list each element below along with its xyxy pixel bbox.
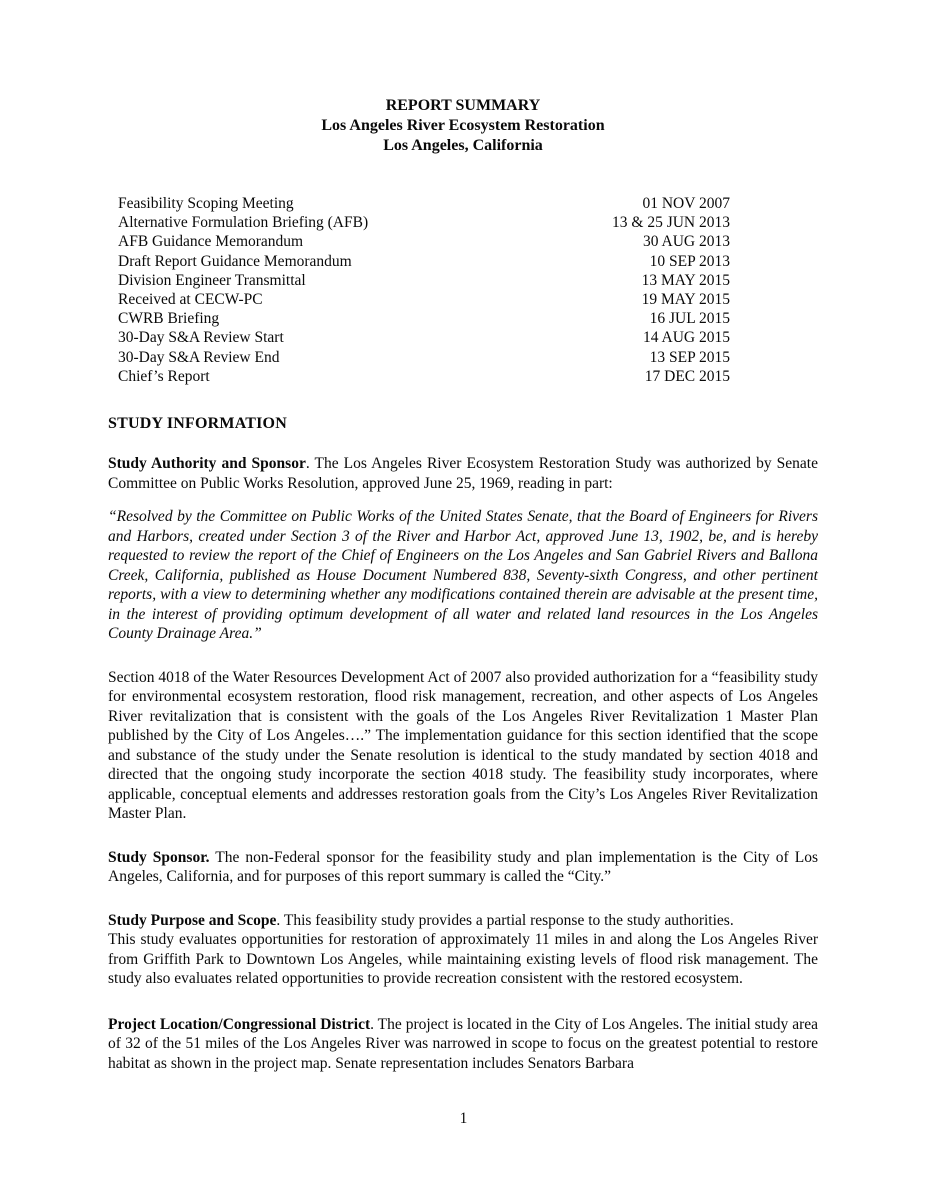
milestone-label: 30-Day S&A Review Start [118, 329, 284, 347]
paragraph-text: . The Los Angeles River Ecosystem Restoration Study was authorized by Senate Committee on Public Works Resolution, approved June 25, 1969, reading in part: [108, 455, 818, 492]
milestone-date: 16 JUL 2015 [649, 310, 730, 328]
paragraph-lead: Study Purpose and Scope [108, 911, 277, 929]
milestone-label: Division Engineer Transmittal [118, 271, 306, 289]
paragraph-lead: Study Authority and Sponsor [108, 455, 306, 473]
milestone-date: 10 SEP 2013 [649, 252, 730, 270]
table-row [118, 194, 730, 213]
paragraph-study-authority [108, 454, 818, 493]
report-location-line: Los Angeles, California [383, 137, 543, 154]
paragraph-project-location [108, 1015, 818, 1074]
table-row [118, 348, 730, 367]
milestone-label: Draft Report Guidance Memorandum [118, 252, 352, 270]
milestone-label: Alternative Formulation Briefing (AFB) [118, 214, 369, 232]
milestone-label: AFB Guidance Memorandum [118, 233, 304, 251]
milestone-date: 19 MAY 2015 [641, 291, 730, 309]
milestone-date: 30 AUG 2013 [643, 233, 730, 251]
milestone-date: 13 & 25 JUN 2013 [612, 214, 730, 232]
table-row [118, 290, 730, 309]
table-row [118, 232, 730, 251]
paragraph-lead: Project Location/Congressional District [108, 1015, 371, 1033]
table-row [118, 213, 730, 232]
milestone-date: 13 MAY 2015 [641, 271, 730, 289]
milestone-date: 17 DEC 2015 [644, 367, 730, 385]
milestone-label: 30-Day S&A Review End [118, 348, 280, 366]
document-header [108, 96, 818, 156]
paragraph-text: The non-Federal sponsor for the feasibility study and plan implementation is the City of Los Angeles, California, and for purposes of this report summary is called the “City.” [108, 848, 818, 886]
paragraph-text: . This feasibility study provides a partial response to the study authorities. [276, 911, 734, 929]
paragraph-lead: Study Sponsor. [108, 848, 210, 866]
paragraph-section-4018: Section 4018 of the Water Resources Development Act of 2007 also provided authorization for a “feasibility study for environmental ecosystem restoration, flood risk management, recreation, and other aspects of Los Angeles River revitalization that is consistent with the goals of the Los Angeles River Revitalization 1 Master Plan published by the City of Los Angeles….” The implementation guidance for this section identified that the scope and substance of the study under the Senate resolution is identical to the study mandated by section 4018 and directed that the ongoing study incorporate the section 4018 study. The feasibility study incorporates, where applicable, conceptual elements and addresses restoration goals from the City’s Los Angeles River Revitalization Master Plan. [108, 668, 818, 823]
page-footer [0, 1110, 927, 1128]
milestone-date: 14 AUG 2015 [643, 329, 730, 347]
milestone-table [118, 194, 730, 386]
section-heading-study-information: STUDY INFORMATION [108, 415, 287, 433]
milestone-date: 13 SEP 2015 [649, 348, 730, 366]
table-row [118, 252, 730, 271]
table-row [118, 328, 730, 347]
table-row [118, 271, 730, 290]
report-subtitle: Los Angeles River Ecosystem Restoration [321, 117, 605, 134]
paragraph-text: . The project is located in the City of Los Angeles. The initial study area of 32 of the 51 miles of the Los Angeles River was narrowed in scope to focus on the greatest potential to restore habitat as shown in the project map. Senate representation includes Senators Barbara [108, 1015, 818, 1072]
table-row [118, 309, 730, 328]
milestone-label: Chief’s Report [118, 367, 210, 385]
paragraph-study-purpose-scope [108, 911, 818, 989]
paragraph-text: This study evaluates opportunities for restoration of approximately 11 miles in and along the Los Angeles River from Griffith Park to Downtown Los Angeles, while maintaining existing levels of flood risk management. The study also evaluates related opportunities to provide recreation consistent with the restored ecosystem. [108, 931, 818, 988]
page-number: 1 [459, 1110, 468, 1127]
milestone-date: 01 NOV 2007 [642, 195, 730, 212]
table-row [118, 367, 730, 386]
paragraph-resolution-quote: “Resolved by the Committee on Public Works of the United States Senate, that the Board of Engineers for Rivers and Harbors, created under Section 3 of the River and Harbor Act, approved June 13, 1902, be, and is hereby requested to review the report of the Chief of Engineers on the Los Angeles and San Gabriel Rivers and Ballona Creek, California, published as House Document Numbered 838, Seventy-sixth Congress, and other pertinent reports, with a view to determining whether any modifications contained therein are advisable at the present time, in the interest of providing optimum development of all water and related land resources in the Los Angeles County Drainage Area.” [108, 508, 818, 643]
milestone-label: CWRB Briefing [118, 310, 220, 328]
paragraph-study-sponsor [108, 848, 818, 887]
milestone-label: Received at CECW-PC [118, 291, 263, 309]
report-title: REPORT SUMMARY [385, 97, 541, 114]
milestone-label: Feasibility Scoping Meeting [118, 195, 294, 212]
